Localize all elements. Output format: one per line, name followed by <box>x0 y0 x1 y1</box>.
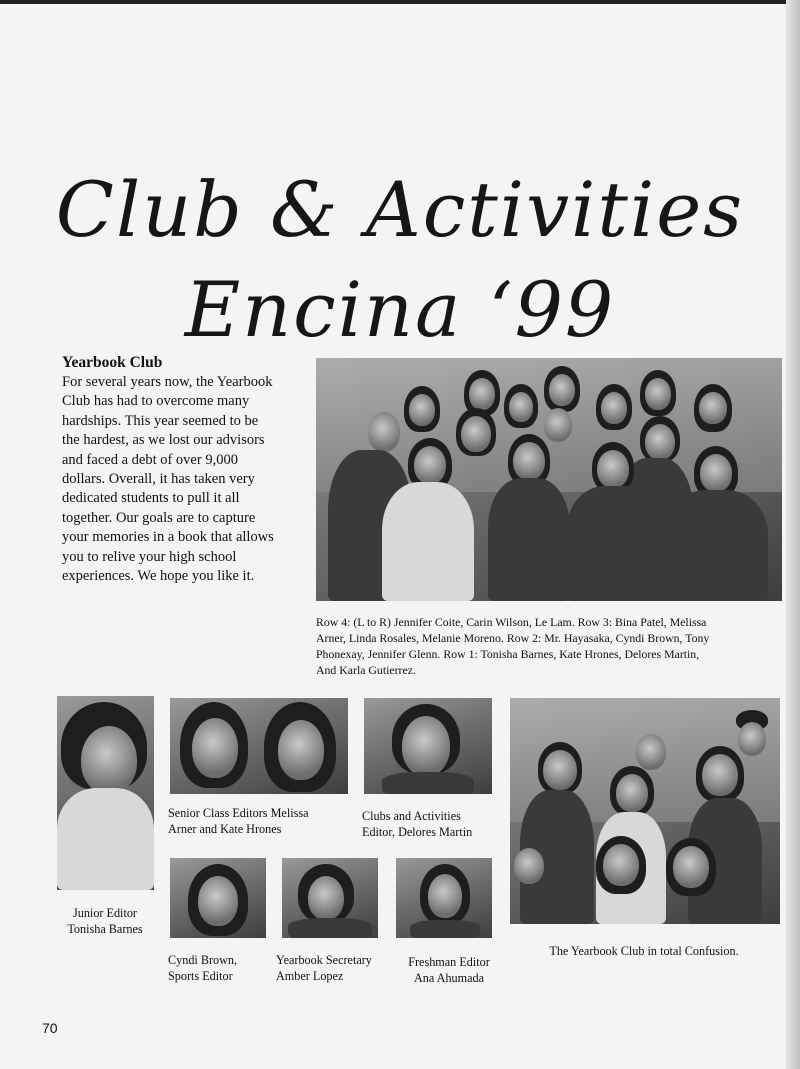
group-photo-caption: Row 4: (L to R) Jennifer Coite, Carin Wilson, Le Lam. Row 3: Bina Patel, Melissa Arner, Linda Rosales, Melanie Moreno. Row 2: Mr. Hayasaka, Cyndi Brown, Tony Phonexay, Jennifer Glenn. Row 1: Tonisha Barnes, Kate Hrones, Delores Martin, And Karla Gutierrez. <box>316 615 710 677</box>
freshman-editor-caption: Freshman Editor Ana Ahumada <box>408 955 490 985</box>
senior-editors-photo <box>170 698 348 794</box>
title-line-1: Club & Activities <box>55 165 745 254</box>
sports-editor-caption: Cyndi Brown, Sports Editor <box>168 953 238 983</box>
page-binding-edge <box>786 0 800 1069</box>
page-number: 70 <box>42 1020 58 1036</box>
junior-editor-photo <box>57 696 154 890</box>
article-body: For several years now, the Yearbook Club has had to overcome many hardships. This year seemed to be the hardest, as we lost our advisors and faced a debt of over 9,000 dollars. Overall, it has taken very dedicated students to pull it all together. Our goals are to capture your memories in a book that allows you to relive your high school experiences. We hope you like it. <box>62 374 274 585</box>
freshman-editor-photo <box>396 858 492 938</box>
senior-editors-caption: Senior Class Editors Melissa Arner and Kate Hrones <box>168 806 309 836</box>
confusion-caption: The Yearbook Club in total Confusion. <box>549 944 739 958</box>
clubs-editor-caption: Clubs and Activities Editor, Delores Martin <box>362 809 473 839</box>
article-heading: Yearbook Club <box>62 354 163 371</box>
secretary-caption: Yearbook Secretary Amber Lopez <box>276 953 372 983</box>
page-top-edge <box>0 0 800 4</box>
secretary-photo <box>282 858 378 938</box>
confusion-photo <box>510 698 780 924</box>
junior-editor-caption: Junior Editor Tonisha Barnes <box>67 906 143 936</box>
title-line-2: Encina ‘99 <box>184 265 616 354</box>
group-photo <box>316 358 782 601</box>
clubs-editor-photo <box>364 698 492 794</box>
sports-editor-photo <box>170 858 266 938</box>
